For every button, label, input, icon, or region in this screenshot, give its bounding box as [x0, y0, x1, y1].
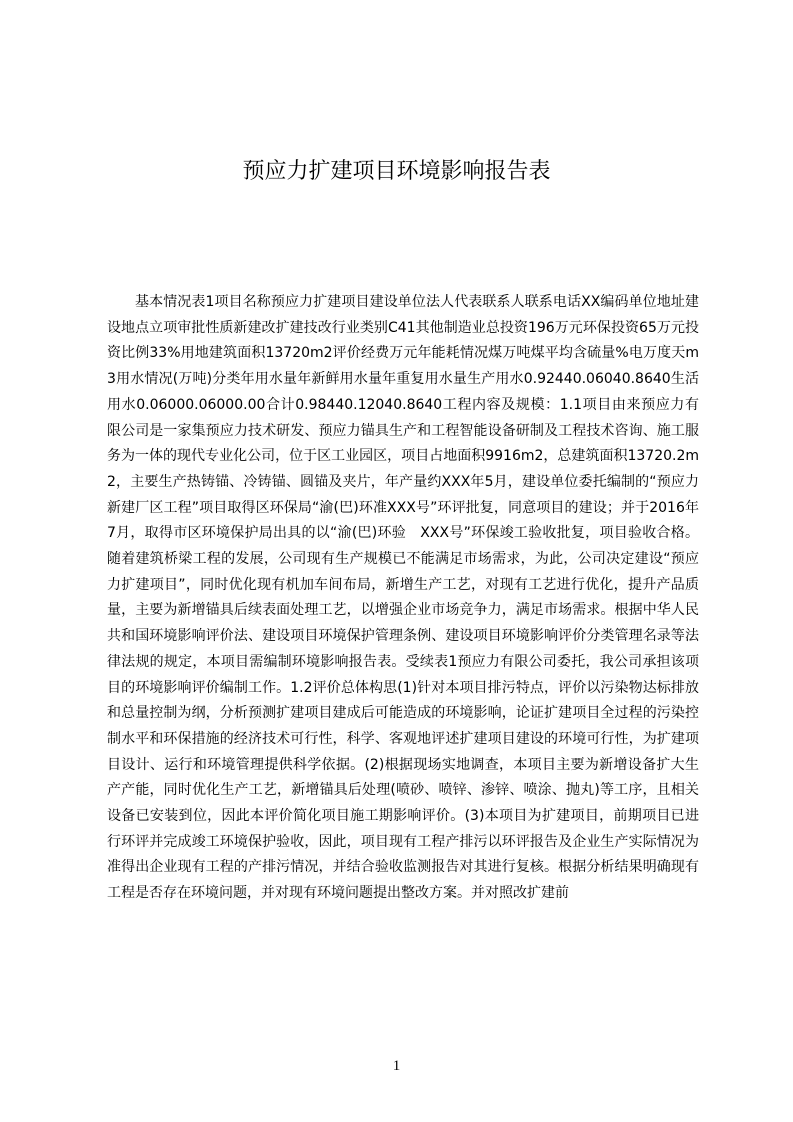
document-title: 预应力扩建项目环境影响报告表	[242, 158, 551, 184]
page-number: 1	[392, 1058, 401, 1074]
body-paragraph: 基本情况表1项目名称预应力扩建项目建设单位法人代表联系人联系电话XX编码单位地址建设地点立项审批性质新建改扩建技改行业类别C41其他制造业总投资196万元环保投资65万元投资比例33%用地建筑面积13720m2评价经费万元年能耗情况煤万吨煤平均含硫量%电万度天m3用水情况(万吨)分类年用水量年新鲜用水量年重复用水量生产用水0.92440.06040.8640生活用水0.06000.06000.00合计0.98440.12040.8640工程内容及规模：1.1项目由来预应力有限公司是一家集预应力技术研发、预应力锚具生产和工程智能设备研制及工程技术咨询、施工服务为一体的现代专业化公司，位于区工业园区，项目占地面积9916m2，总建筑面积13720.2m2，主要生产热铸锚、冷铸锚、圆锚及夹片，年产量约XXX年5月，建设单位委托编制的“预应力新建厂区工程”项目取得区环保局“渝(巴)环准XXX号”环评批复，同意项目的建设；并于2016年7月，取得市区环境保护局出具的以“渝(巴)环验 XXX号”环保竣工验收批复，项目验收合格。随着建筑桥梁工程的发展，公司现有生产规模已不能满足市场需求，为此，公司决定建设“预应力扩建项目”，同时优化现有机加车间布局，新增生产工艺，对现有工艺进行优化，提升产品质量，主要为新增锚具后续表面处理工艺，以增强企业市场竞争力，满足市场需求。根据中华人民共和国环境影响评价法、建设项目环境保护管理条例、建设项目环境影响评价分类管理名录等法律法规的规定，本项目需编制环境影响报告表。受续表1预应力有限公司委托，我公司承担该项目的环境影响评价编制工作。1.2评价总体构思(1)针对本项目排污特点，评价以污染物达标排放和总量控制为纲，分析预测扩建项目建成后可能造成的环境影响，论证扩建项目全过程的污染控制水平和环保措施的经济技术可行性，科学、客观地评述扩建项目建设的环境可行性，为扩建项目设计、运行和环境管理提供科学依据。(2)根据现场实地调查，本项目主要为新增设备扩大生产产能，同时优化生产工艺，新增锚具后处理(喷砂、喷锌、渗锌、喷涂、抛丸)等工序，且相关设备已安装到位，因此本评价简化项目施工期影响评价。(3)本项目为扩建项目，前期项目已进行环评并完成竣工环境保护验收，因此，项目现有工程产排污以环评报告及企业生产实际情况为准得出企业现有工程的产排污情况，并结合验收监测报告对其进行复核。根据分析结果明确现有工程是否存在环境问题，并对现有环境问题提出整改方案。并对照改扩建前	[107, 294, 699, 902]
